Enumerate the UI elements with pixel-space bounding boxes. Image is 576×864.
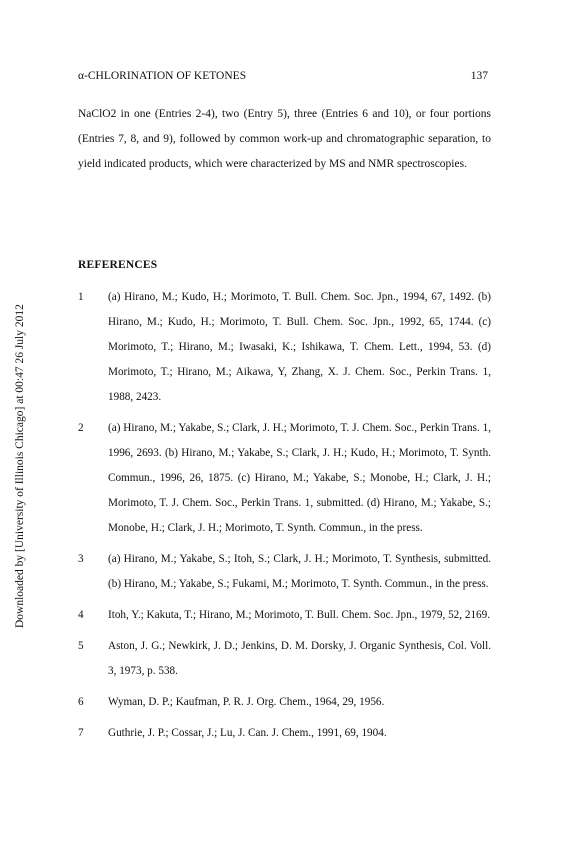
- running-title: α-CHLORINATION OF KETONES: [78, 70, 247, 82]
- reference-number: 4: [78, 609, 84, 621]
- side-watermark: [0, 0, 26, 864]
- reference-number: 2: [78, 422, 84, 434]
- reference-item: [78, 634, 491, 684]
- reference-item: [78, 547, 491, 597]
- references-heading: REFERENCES: [78, 259, 158, 271]
- reference-item: [78, 416, 491, 541]
- reference-text: Aston, J. G.; Newkirk, J. D.; Jenkins, D. M. Dorsky, J. Organic Synthesis, Col. Voll. 3, 1973, p. 538.: [108, 640, 491, 677]
- reference-number: 1: [78, 291, 84, 303]
- download-notice: Downloaded by [University of Illinois Chicago] at 00:47 26 July 2012: [14, 304, 26, 628]
- reference-number: 7: [78, 727, 84, 739]
- reference-text: Itoh, Y.; Kakuta, T.; Hirano, M.; Morimoto, T. Bull. Chem. Soc. Jpn., 1979, 52, 2169.: [108, 609, 491, 621]
- reference-item: [78, 690, 491, 715]
- references-list: [78, 285, 491, 746]
- reference-item: [78, 721, 491, 746]
- reference-number: 3: [78, 553, 84, 565]
- running-header: [78, 70, 488, 82]
- reference-text: Guthrie, J. P.; Cossar, J.; Lu, J. Can. J. Chem., 1991, 69, 1904.: [108, 727, 387, 739]
- page-number: 137: [470, 70, 488, 82]
- reference-text: (a) Hirano, M.; Kudo, H.; Morimoto, T. Bull. Chem. Soc. Jpn., 1994, 67, 1492. (b) Hirano, M.; Kudo, H.; Morimoto, T. Bull. Chem. Soc. Jpn., 1992, 65, 1744. (c) Morimoto, T.; Hirano, M.; Iwasaki, K.; Ishikawa, T. Chem. Lett., 1994, 53. (d) Morimoto, T.; Hirano, M.; Aikawa, Y, Zhang, X. J. Chem. Soc., Perkin Trans. 1, 1988, 2423.: [108, 291, 491, 403]
- reference-text: (a) Hirano, M.; Yakabe, S.; Itoh, S.; Clark, J. H.; Morimoto, T. Synthesis, submitted. (b) Hirano, M.; Yakabe, S.; Fukami, M.; Morimoto, T. Synth. Commun., in the press.: [108, 553, 491, 590]
- reference-item: [78, 285, 491, 410]
- reference-number: 5: [78, 640, 84, 652]
- reference-text: Wyman, D. P.; Kaufman, P. R. J. Org. Chem., 1964, 29, 1956.: [108, 696, 385, 708]
- reference-text: (a) Hirano, M.; Yakabe, S.; Clark, J. H.; Morimoto, T. J. Chem. Soc., Perkin Trans. 1, 1996, 2693. (b) Hirano, M.; Yakabe, S.; Clark, J. H.; Kudo, H.; Morimoto, T. Synth. Commun., 1996, 26, 1875. (c) Hirano, M.; Yakabe, S.; Monobe, H.; Clark, J. H.; Morimoto, T. J. Chem. Soc., Perkin Trans. 1, submitted. (d) Hirano, M.; Yakabe, S.; Monobe, H.; Clark, J. H.; Morimoto, T. Synth. Commun., in the press.: [108, 422, 491, 534]
- body-paragraph: NaClO2 in one (Entries 2-4), two (Entry 5), three (Entries 6 and 10), or four portions (Entries 7, 8, and 9), followed by common work-up and chromatographic separation, to yield indicated products, which were characterized by MS and NMR spectroscopies.: [78, 108, 491, 170]
- reference-item: [78, 603, 491, 628]
- reference-number: 6: [78, 696, 84, 708]
